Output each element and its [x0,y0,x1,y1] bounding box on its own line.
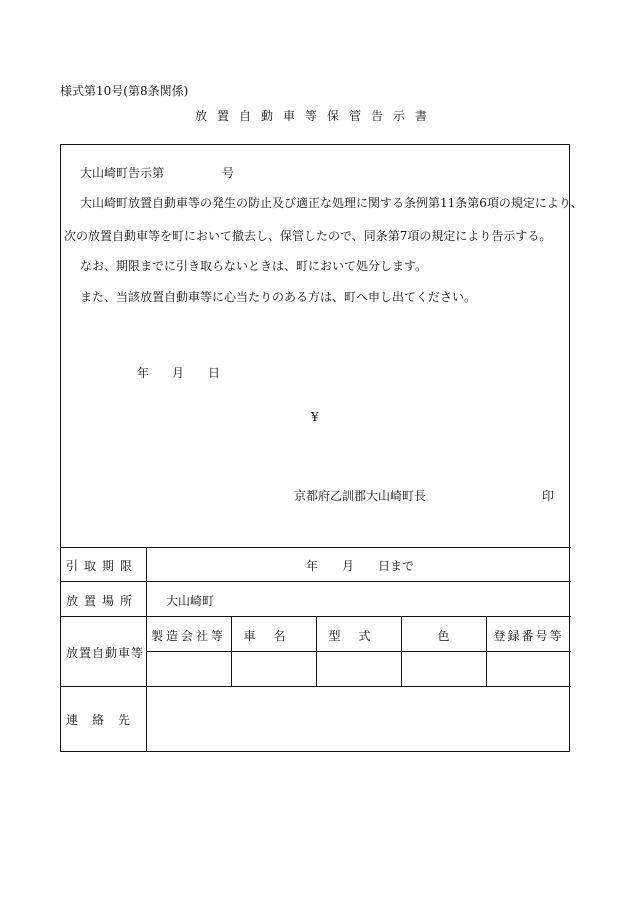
form-number: 様式第10号(第8条関係) [60,84,189,98]
table-top-divider [60,547,571,548]
mayor-title: 京都府乙訓郡大山崎町長 [294,489,427,503]
column-header-manufacturer: 製造会社等 [150,629,226,643]
label-column-divider [146,547,147,752]
abandoned-place-label: 放置場所 [66,594,139,608]
column-header-model: 型式 [328,629,389,643]
table-row-divider-3 [60,686,571,687]
notice-paragraph-1-line-1: 大山崎町放置自動車等の発生の防止及び適正な処理に関する条例第11条第6項の規定により、 [80,196,583,210]
column-header-color: 色 [437,629,450,643]
deadline-day: 日まで [378,559,415,573]
notice-number-label: 大山崎町告示第 [80,166,165,180]
notice-number-suffix: 号 [222,166,235,180]
notice-paragraph-1-line-2: 次の放置自動車等を町において撤去し、保管したので、同条第7項の規定により告示する。 [64,229,552,243]
deadline-year: 年 [306,559,319,573]
contact-label: 連絡先 [66,713,145,727]
pickup-deadline-label: 引取期限 [66,559,139,573]
deadline-month: 月 [342,559,355,573]
notice-date-year: 年 [137,366,150,380]
column-header-car-name: 車名 [243,629,304,643]
yen-mark: ¥ [311,410,319,424]
notice-date-month: 月 [172,366,185,380]
notice-paragraph-3: また、当該放置自動車等に心当たりのある方は、町へ申し出てください。 [80,290,477,304]
document-title: 放置自動車等保管告示書 [194,109,437,123]
table-row-divider-1 [60,581,571,582]
abandoned-place-value: 大山崎町 [166,594,215,608]
abandoned-vehicle-label: 放置自動車等 [66,646,145,660]
column-header-registration-number: 登録番号等 [493,629,564,643]
notice-paragraph-2: なお、期限までに引き取らないときは、町において処分します。 [80,259,428,273]
seal-mark: 印 [542,489,555,503]
notice-date-day: 日 [208,366,221,380]
vehicle-header-divider [146,651,571,652]
